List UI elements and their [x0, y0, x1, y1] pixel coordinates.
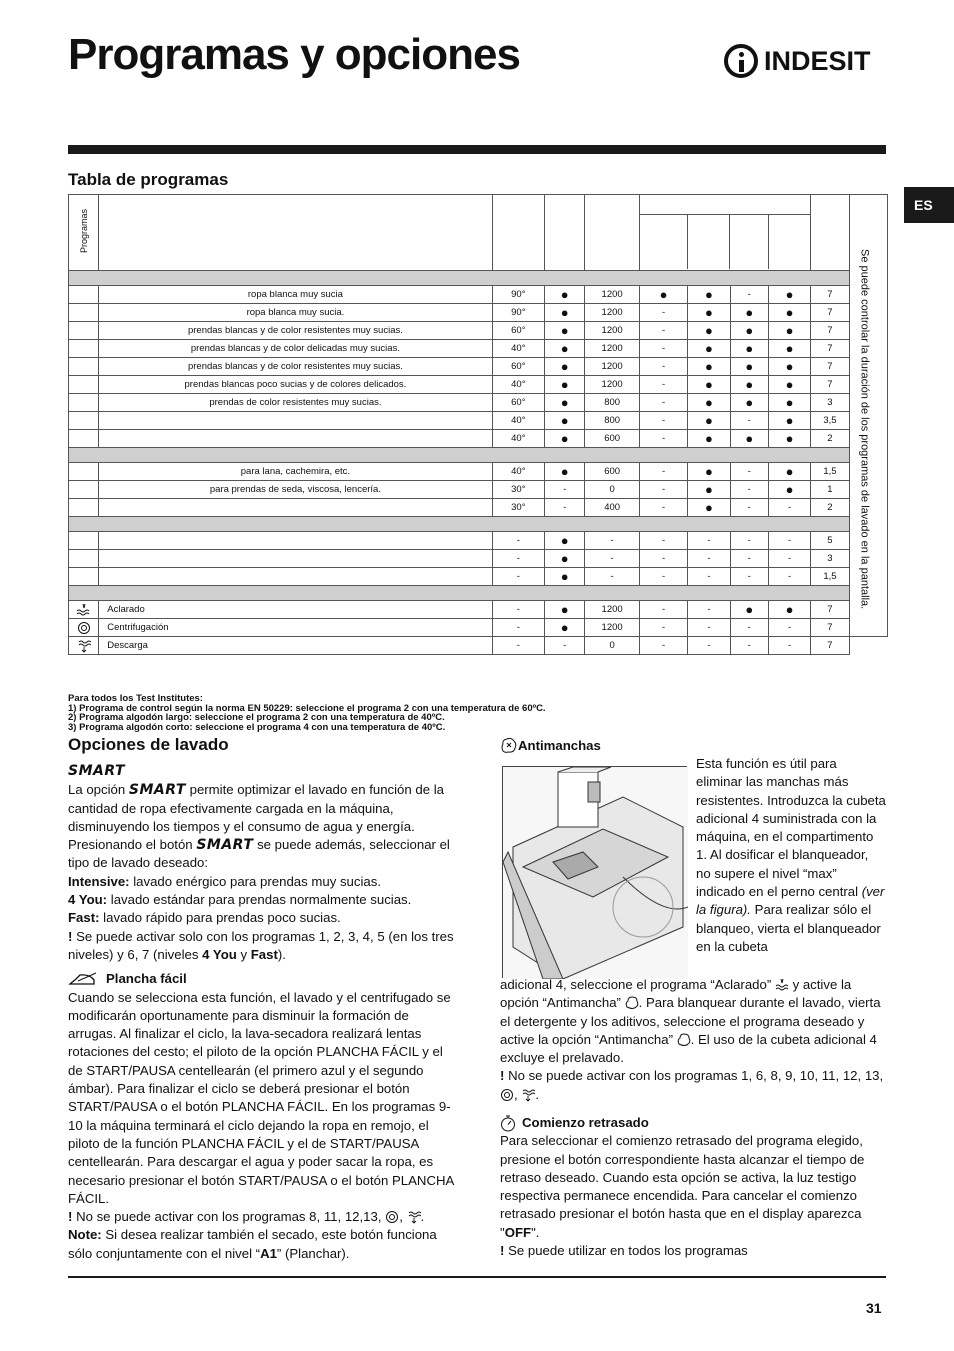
- cell-load: 3,5: [811, 412, 849, 430]
- cell-c3: ●: [639, 286, 687, 304]
- cell-c5: -: [730, 550, 768, 568]
- table-row: [69, 412, 888, 430]
- cell-c3: -: [639, 304, 687, 322]
- cell-c6: ●: [768, 412, 810, 430]
- program-description: prendas blancas poco sucias y de colores delicados.: [99, 376, 492, 394]
- cell-c3: -: [639, 376, 687, 394]
- program-description: Aclarado: [99, 601, 492, 619]
- cell-c5: ●: [730, 304, 768, 322]
- cell-c6: ●: [768, 481, 810, 499]
- options-left-column: SMART La opción SMART permite optimizar el lavado en función de la cantidad de ropa efectivamente cargada en la máquina, disminuyendo los tiempos y el consumo de agua y energía. Presionando el botón SMART se puede además, seleccionar el tipo de lavado deseado: Intensive: lavado enérgico para prendas muy sucias. 4 You: lavado estándar para prendas normalmente sucias. Fast: lavado rápido para prendas poco sucias. ! Se puede activar solo con los programas 1, 2, 3, 4, 5 (en los tres niveles) y 6, 7 (niveles 4 You y Fast). Plancha fácil Cuando se selecciona esta función, el lavado y el centrifugado se modificarán oportunamente para disminuir la formación de arrugas. Al finalizar el ciclo, la lava-secadora realizará lentas rotaciones del cesto; el piloto de la opción PLANCHA FÁCIL y el de START/PAUSA centellearán (el primero azul y el segundo ámbar). Para finalizar el ciclo se deberá presionar el botón START/PAUSA o el botón PLANCHA FÁCIL. En los programas 9-10 la máquina terminará el ciclo dejando la ropa en remojo, el piloto de la función PLANCHA FÁCIL y el de START/PAUSA centellearán. Para descargar el agua y poder sacar la ropa, es necesario presionar el botón START/PAUSA o el botón PLANCHA FÁCIL. ! No se puede activar con los programas 8, 11, 12,13, , . Note: Si desea realizar también el secado, este botón funciona sólo conjuntamente con el nivel “A1” (Planchar).: [68, 762, 460, 1263]
- cell-c3: -: [639, 601, 687, 619]
- cell-load: 1: [811, 481, 849, 499]
- footnotes: Para todos los Test Institutes: 1) Programa de control según la norma EN 50229: seleccione el programa 2 con una temperatura de 60ºC. 2) Programa algodón largo: seleccione el programa 2 con una temperatura de 40ºC. 3) Programa algodón corto: seleccione el programa 4 con una temperatura de 40ºC.: [68, 693, 546, 733]
- easy-iron-description: Cuando se selecciona esta función, el lavado y el centrifugado se modificarán oportunamente para disminuir la formación de arrugas. Al finalizar el ciclo, la lava-secadora realizará lentas rotaciones del cesto; el piloto de la opción PLANCHA FÁCIL y el de START/PAUSA centellearán (el primero azul y el segundo ámbar). Para finalizar el ciclo se deberá presionar el botón START/PAUSA o el botón PLANCHA FÁCIL. En los programas 9-10 la máquina terminará el ciclo dejando la ropa en remojo, el piloto de la función PLANCHA FÁCIL y el de START/PAUSA centellearán. Para descargar el agua y poder sacar la ropa, es necesario presionar el botón START/PAUSA o el botón PLANCHA FÁCIL.: [68, 989, 454, 1206]
- program-number-cell: [69, 394, 99, 412]
- program-description: [99, 532, 492, 550]
- delay-heading: Comienzo retrasado: [500, 1114, 886, 1132]
- cell-c4: ●: [688, 340, 730, 358]
- cell-c4: ●: [688, 322, 730, 340]
- program-number-cell: [69, 532, 99, 550]
- cell-c3: -: [639, 358, 687, 376]
- cell-temp: -: [492, 532, 544, 550]
- program-number-cell: [69, 463, 99, 481]
- cell-c6: ●: [768, 358, 810, 376]
- cell-load: 5: [811, 532, 849, 550]
- cell-c5: ●: [730, 601, 768, 619]
- program-description: prendas de color resistentes muy sucias.: [99, 394, 492, 412]
- cell-c4: ●: [688, 430, 730, 448]
- program-description: prendas blancas y de color resistentes muy sucias.: [99, 322, 492, 340]
- cell-c6: -: [768, 550, 810, 568]
- cell-c5: -: [730, 568, 768, 586]
- program-description: para lana, cachemira, etc.: [99, 463, 492, 481]
- cell-c5: -: [730, 637, 768, 655]
- cell-c6: ●: [768, 304, 810, 322]
- cell-load: 7: [811, 619, 849, 637]
- cell-load: 1,5: [811, 568, 849, 586]
- table-row: [69, 358, 888, 376]
- cell-temp: -: [492, 550, 544, 568]
- dispenser-figure: [502, 766, 687, 978]
- cell-spin: 1200: [585, 304, 639, 322]
- cell-c1: ●: [545, 568, 585, 586]
- cell-load: 7: [811, 637, 849, 655]
- cell-spin: -: [585, 568, 639, 586]
- rinse-icon: [69, 601, 99, 619]
- cell-c1: ●: [545, 532, 585, 550]
- cell-c3: -: [639, 532, 687, 550]
- drain-icon: [521, 1088, 535, 1102]
- cell-spin: 800: [585, 394, 639, 412]
- drain-icon: [69, 637, 99, 655]
- cell-load: 7: [811, 358, 849, 376]
- cell-load: 7: [811, 286, 849, 304]
- cell-c5: ●: [730, 376, 768, 394]
- cell-c1: ●: [545, 463, 585, 481]
- cell-temp: 30°: [492, 499, 544, 517]
- cell-c1: ●: [545, 550, 585, 568]
- cell-spin: 1200: [585, 619, 639, 637]
- program-description: [99, 430, 492, 448]
- detergent-drawer-illustration: [503, 767, 688, 979]
- table-group-band: [69, 517, 888, 532]
- table-row: [69, 340, 888, 358]
- cell-c5: ●: [730, 322, 768, 340]
- table-row: [69, 304, 888, 322]
- spin-icon: [385, 1210, 399, 1224]
- indesit-logo-icon: [724, 44, 758, 78]
- brand-logo: [724, 44, 871, 78]
- cell-c6: -: [768, 637, 810, 655]
- table-row: [69, 568, 888, 586]
- cell-temp: 90°: [492, 304, 544, 322]
- program-number-cell: [69, 499, 99, 517]
- stain-icon: [500, 737, 518, 755]
- program-table: [68, 194, 888, 655]
- program-description: [99, 568, 492, 586]
- cell-c3: -: [639, 619, 687, 637]
- cell-load: 3: [811, 394, 849, 412]
- options-heading: Opciones de lavado: [68, 735, 229, 754]
- cell-temp: 60°: [492, 358, 544, 376]
- cell-spin: 400: [585, 499, 639, 517]
- cell-c3: -: [639, 394, 687, 412]
- cell-spin: 800: [585, 412, 639, 430]
- cell-spin: 600: [585, 430, 639, 448]
- program-number-cell: [69, 550, 99, 568]
- cell-c5: ●: [730, 340, 768, 358]
- cell-c3: -: [639, 481, 687, 499]
- header-rule: [68, 145, 886, 154]
- cell-c5: ●: [730, 358, 768, 376]
- cell-temp: 60°: [492, 394, 544, 412]
- cell-c1: ●: [545, 304, 585, 322]
- cell-c1: -: [545, 481, 585, 499]
- cell-c5: -: [730, 532, 768, 550]
- table-row: [69, 532, 888, 550]
- cell-c3: -: [639, 322, 687, 340]
- cell-spin: -: [585, 532, 639, 550]
- cell-c6: -: [768, 532, 810, 550]
- cell-temp: 90°: [492, 286, 544, 304]
- cell-c3: -: [639, 463, 687, 481]
- cell-c3: -: [639, 568, 687, 586]
- cell-c4: -: [688, 532, 730, 550]
- cell-c3: -: [639, 550, 687, 568]
- rinse-icon: [775, 978, 789, 992]
- cell-c3: -: [639, 637, 687, 655]
- program-description: [99, 412, 492, 430]
- table-row: [69, 463, 888, 481]
- cell-c4: ●: [688, 412, 730, 430]
- cell-c6: ●: [768, 394, 810, 412]
- cell-load: 2: [811, 430, 849, 448]
- cell-c6: ●: [768, 286, 810, 304]
- side-note: Se puede controlar la duración de los programas de lavado en la pantalla.: [849, 195, 887, 637]
- drain-icon: [407, 1210, 421, 1224]
- cell-spin: -: [585, 550, 639, 568]
- timer-icon: [500, 1115, 516, 1132]
- cell-c4: ●: [688, 463, 730, 481]
- program-number-cell: [69, 481, 99, 499]
- cell-temp: -: [492, 568, 544, 586]
- cell-spin: 1200: [585, 601, 639, 619]
- cell-temp: 40°: [492, 412, 544, 430]
- program-number-cell: [69, 568, 99, 586]
- page-title: Programas y opciones: [68, 30, 520, 79]
- program-number-cell: [69, 358, 99, 376]
- cell-c5: -: [730, 463, 768, 481]
- table-row: [69, 637, 888, 655]
- cell-c4: ●: [688, 499, 730, 517]
- cell-spin: 1200: [585, 340, 639, 358]
- cell-load: 7: [811, 304, 849, 322]
- cell-temp: 40°: [492, 463, 544, 481]
- table-group-band: [69, 271, 888, 286]
- program-number-cell: [69, 376, 99, 394]
- cell-c5: -: [730, 481, 768, 499]
- cell-c6: ●: [768, 601, 810, 619]
- cell-c5: -: [730, 412, 768, 430]
- cell-c3: -: [639, 430, 687, 448]
- footer-rule: [68, 1276, 886, 1278]
- table-heading: Tabla de programas: [68, 170, 229, 189]
- cell-c5: ●: [730, 430, 768, 448]
- cell-c4: ●: [688, 304, 730, 322]
- program-number-cell: [69, 340, 99, 358]
- cell-spin: 600: [585, 463, 639, 481]
- table-header-row: [69, 195, 888, 271]
- cell-spin: 1200: [585, 322, 639, 340]
- program-description: [99, 499, 492, 517]
- cell-c3: -: [639, 412, 687, 430]
- cell-c5: ●: [730, 394, 768, 412]
- cell-spin: 1200: [585, 358, 639, 376]
- cell-load: 1,5: [811, 463, 849, 481]
- cell-c4: ●: [688, 286, 730, 304]
- cell-c1: ●: [545, 376, 585, 394]
- cell-temp: 40°: [492, 430, 544, 448]
- brand-name: INDESIT: [764, 45, 871, 76]
- cell-temp: -: [492, 619, 544, 637]
- cell-c1: ●: [545, 394, 585, 412]
- easy-iron-heading: Plancha fácil: [68, 970, 460, 988]
- cell-c1: ●: [545, 430, 585, 448]
- stain-icon: [677, 1033, 691, 1047]
- program-description: Descarga: [99, 637, 492, 655]
- cell-c4: ●: [688, 481, 730, 499]
- cell-c4: -: [688, 637, 730, 655]
- cell-c4: -: [688, 601, 730, 619]
- program-description: ropa blanca muy sucia: [99, 286, 492, 304]
- cell-temp: 60°: [492, 322, 544, 340]
- cell-c6: -: [768, 568, 810, 586]
- program-description: prendas blancas y de color delicadas muy sucias.: [99, 340, 492, 358]
- table-group-band: [69, 586, 888, 601]
- table-row: [69, 499, 888, 517]
- cell-c6: ●: [768, 463, 810, 481]
- stain-description-bottom: adicional 4, seleccione el programa “Aclarado” y active la opción “Antimancha” . Para blanquear durante el lavado, vierta el detergente y los aditivos, seleccione el programa deseado y active la opción “Antimancha” . El uso de la cubeta adicional 4 excluye el prelavado. ! No se puede activar con los programas 1, 6, 8, 9, 10, 11, 12, 13, , .: [500, 977, 884, 1102]
- cell-c1: ●: [545, 601, 585, 619]
- cell-spin: 0: [585, 481, 639, 499]
- cell-c6: ●: [768, 376, 810, 394]
- cell-c6: ●: [768, 430, 810, 448]
- spin-icon: [500, 1088, 514, 1102]
- program-number-cell: [69, 322, 99, 340]
- cell-spin: 1200: [585, 286, 639, 304]
- cell-temp: -: [492, 601, 544, 619]
- cell-c4: ●: [688, 376, 730, 394]
- cell-c5: -: [730, 619, 768, 637]
- cell-c1: ●: [545, 358, 585, 376]
- stain-description-top: Esta función es útil para eliminar las manchas más resistentes. Introduzca la cubeta adicional 4 suministrada con la máquina, en el compartimento 1. Al dosificar el blanqueador, no supere el nivel “max” indicado en el perno central (ver la figura). Para realizar sólo el blanqueo, vierta el blanqueador en la cubeta: [696, 756, 886, 954]
- cell-c4: -: [688, 550, 730, 568]
- cell-temp: -: [492, 637, 544, 655]
- cell-load: 7: [811, 340, 849, 358]
- program-description: prendas blancas y de color resistentes muy sucias.: [99, 358, 492, 376]
- table-group-band: [69, 448, 888, 463]
- cell-c3: -: [639, 499, 687, 517]
- stain-heading: Antimanchas: [500, 737, 886, 755]
- table-row: [69, 619, 888, 637]
- options-right-column: [500, 737, 886, 755]
- cell-c6: ●: [768, 322, 810, 340]
- program-description: [99, 550, 492, 568]
- program-number-cell: [69, 430, 99, 448]
- program-number-cell: [69, 412, 99, 430]
- cell-load: 7: [811, 376, 849, 394]
- table-row: [69, 430, 888, 448]
- table-row: [69, 322, 888, 340]
- cell-temp: 40°: [492, 340, 544, 358]
- cell-c6: ●: [768, 340, 810, 358]
- program-description: para prendas de seda, viscosa, lencería.: [99, 481, 492, 499]
- stain-icon: [625, 996, 639, 1010]
- page-number: 31: [866, 1300, 882, 1316]
- cell-spin: 1200: [585, 376, 639, 394]
- cell-c4: -: [688, 568, 730, 586]
- program-description: Centrifugación: [99, 619, 492, 637]
- cell-c1: -: [545, 499, 585, 517]
- program-number-cell: [69, 286, 99, 304]
- cell-c6: -: [768, 499, 810, 517]
- cell-c4: -: [688, 619, 730, 637]
- cell-temp: 40°: [492, 376, 544, 394]
- iron-icon: [68, 971, 100, 987]
- table-row: [69, 286, 888, 304]
- cell-c1: -: [545, 637, 585, 655]
- table-row: [69, 550, 888, 568]
- cell-c4: ●: [688, 358, 730, 376]
- cell-c6: -: [768, 619, 810, 637]
- delay-section: Comienzo retrasado Para seleccionar el comienzo retrasado del programa elegido, presione el botón correspondiente hasta alcanzar el tiempo de retraso deseado. Cuando esta opción se activa, la luz testigo respectiva permanece encendida. Para cancelar el comienzo retrasado presionar el botón hasta que en el display aparezca "OFF". ! Se puede utilizar en todos los programas: [500, 1114, 886, 1260]
- cell-c1: ●: [545, 412, 585, 430]
- program-number-cell: [69, 304, 99, 322]
- spin-icon: [69, 619, 99, 637]
- cell-c4: ●: [688, 394, 730, 412]
- table-row: [69, 601, 888, 619]
- cell-c5: -: [730, 499, 768, 517]
- cell-c1: ●: [545, 286, 585, 304]
- cell-load: 3: [811, 550, 849, 568]
- cell-load: 7: [811, 601, 849, 619]
- table-row: [69, 394, 888, 412]
- smart-description: La opción SMART permite optimizar el lavado en función de la cantidad de ropa efectivamente cargada en la máquina, disminuyendo los tiempos y el consumo de agua y energía. Presionando el botón SMART se puede además, seleccionar el tipo de lavado deseado:: [68, 782, 450, 871]
- cell-temp: 30°: [492, 481, 544, 499]
- cell-c1: ●: [545, 322, 585, 340]
- table-row: [69, 376, 888, 394]
- cell-spin: 0: [585, 637, 639, 655]
- programs-header: Programas: [69, 195, 99, 271]
- program-description: ropa blanca muy sucia.: [99, 304, 492, 322]
- cell-c1: ●: [545, 340, 585, 358]
- language-tab: ES: [904, 187, 954, 223]
- smart-logo: SMART: [68, 763, 126, 779]
- table-row: [69, 481, 888, 499]
- cell-c1: ●: [545, 619, 585, 637]
- cell-load: 7: [811, 322, 849, 340]
- cell-load: 2: [811, 499, 849, 517]
- cell-c3: -: [639, 340, 687, 358]
- cell-c5: -: [730, 286, 768, 304]
